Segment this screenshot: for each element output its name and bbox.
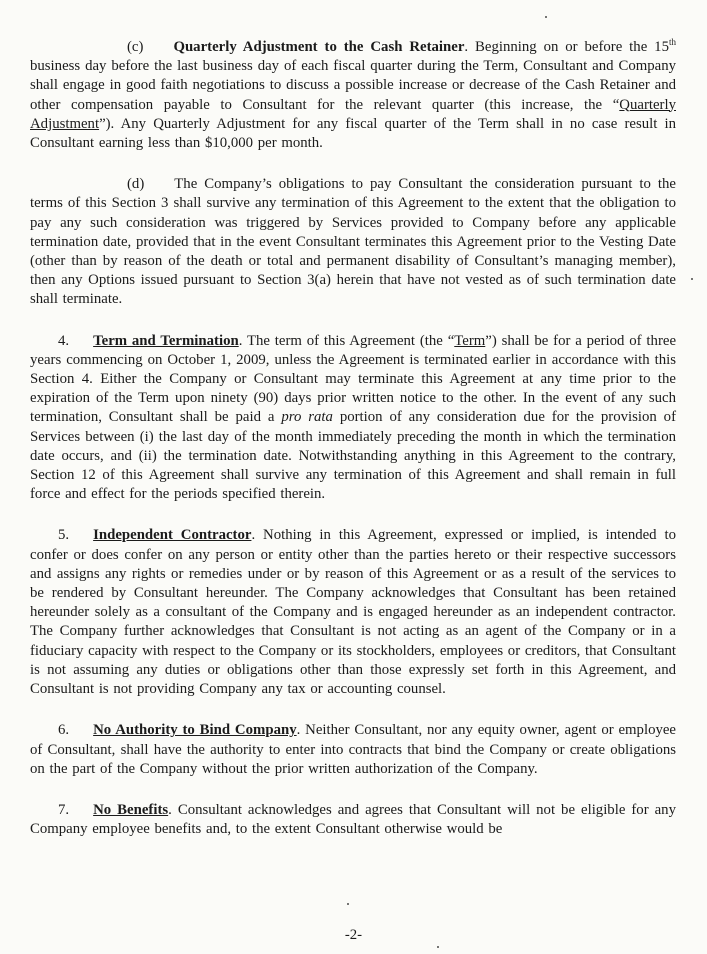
paragraph-label: (c) bbox=[127, 39, 144, 55]
body-text: business day before the last business day of each fiscal quarter during the Term, Consultant and Company shall engage in good faith negotiations to discuss a possible increase or decrease of the Cash Retainer and other compensation payable to Consultant for the relevant quarter (this increase, the “ bbox=[30, 58, 676, 113]
section-number: 7. bbox=[58, 801, 70, 818]
defined-term: Quarterly Adjustment bbox=[30, 96, 676, 132]
paragraph-label: (d) bbox=[127, 176, 145, 193]
scan-speck bbox=[691, 278, 693, 280]
section-5 bbox=[30, 526, 676, 699]
section-heading: No Benefits bbox=[93, 801, 169, 818]
body-text: . Nothing in this Agreement, expressed or implied, is intended to confer or does confer on any person or entity other than the parties hereto or their respective successors and assigns any rights or remedies under or by reason of this Agreement or as a result of the services to be rendered by Consultant hereunder. The Company acknowledges that Consultant has been retained hereunder solely as a consultant of the Company and is engaged hereunder as an independent contractor. The Company further acknowledges that Consultant is not acting as an agent of the Company or in a fiduciary capacity with respect to the Company or its stockholders, employees or creditors, that Consultant is not assuming any duties or obligations other than those expressly set forth in this Agreement, and Consultant is not providing Company any tax or accounting counsel. bbox=[30, 527, 676, 698]
scan-speck bbox=[545, 16, 547, 18]
section-6 bbox=[30, 721, 676, 779]
section-heading: Independent Contractor bbox=[93, 527, 252, 544]
section-number: 4. bbox=[58, 332, 70, 349]
scan-speck bbox=[347, 903, 349, 905]
section-heading: Term and Termination bbox=[93, 332, 239, 349]
body-text: The Company’s obligations to pay Consultant the consideration pursuant to the terms of this Section 3 shall survive any termination of this Agreement to the extent that the obligation to pay any such consideration was triggered by Services provided to Company before any applicable termination date, provided that in the event Consultant terminates this Agreement prior to the Vesting Date (other than by reason of the death or total and permanent disability of Consultant’s managing member), then any Options issued pursuant to Section 3(a) herein that have not vested as of such termination date shall terminate. bbox=[30, 176, 676, 308]
italic-term: pro rata bbox=[281, 409, 333, 426]
superscript-th: th bbox=[668, 37, 676, 48]
body-text: . The term of this Agreement (the “ bbox=[238, 332, 455, 349]
scan-speck bbox=[437, 946, 439, 948]
section-heading: No Authority to Bind Company bbox=[93, 722, 297, 739]
section-heading: Quarterly Adjustment to the Cash Retainer bbox=[173, 39, 465, 55]
body-text: . Beginning on or before the 15 bbox=[464, 39, 669, 55]
section-4 bbox=[30, 332, 676, 505]
section-number: 6. bbox=[58, 722, 70, 739]
section-number: 5. bbox=[58, 527, 70, 544]
body-text: . Neither Consultant, nor any equity owner, agent or employee of Consultant, shall have the authority to enter into contracts that bind the Company or create obligations on the part of the Company without the prior written authorization of the Company. bbox=[30, 722, 676, 777]
section-7 bbox=[30, 801, 676, 839]
defined-term: Term bbox=[454, 332, 486, 349]
body-text: . Consultant acknowledges and agrees that Consultant will not be eligible for any Company employee benefits and, to the extent Consultant otherwise would be bbox=[30, 801, 676, 838]
paragraph-d bbox=[30, 175, 676, 309]
body-text: portion of any consideration due for the provision of Services between (i) the last day of the month immediately preceding the month in which the termination date occurs, and (ii) the termination date. Notwithstanding anything in this Agreement to the contrary, Section 12 of this Agreement shall survive any termination of this Agreement and shall remain in full force and effect for the periods specified therein. bbox=[30, 409, 677, 503]
paragraph-c bbox=[30, 38, 676, 153]
page-number: -2- bbox=[344, 927, 363, 943]
body-text: ”) shall be for a period of three years commencing on October 1, 2009, unless the Agreement is terminated earlier in accordance with this Section 4. Either the Company or Consultant may terminate this Agreement at any time prior to the expiration of the Term upon ninety (90) days prior written notice to the other. In the event of any such termination, Consultant shall be paid a bbox=[30, 332, 677, 426]
body-text: ”). Any Quarterly Adjustment for any fiscal quarter of the Term shall in no case result in Consultant earning less than $10,000 per month. bbox=[30, 115, 676, 152]
